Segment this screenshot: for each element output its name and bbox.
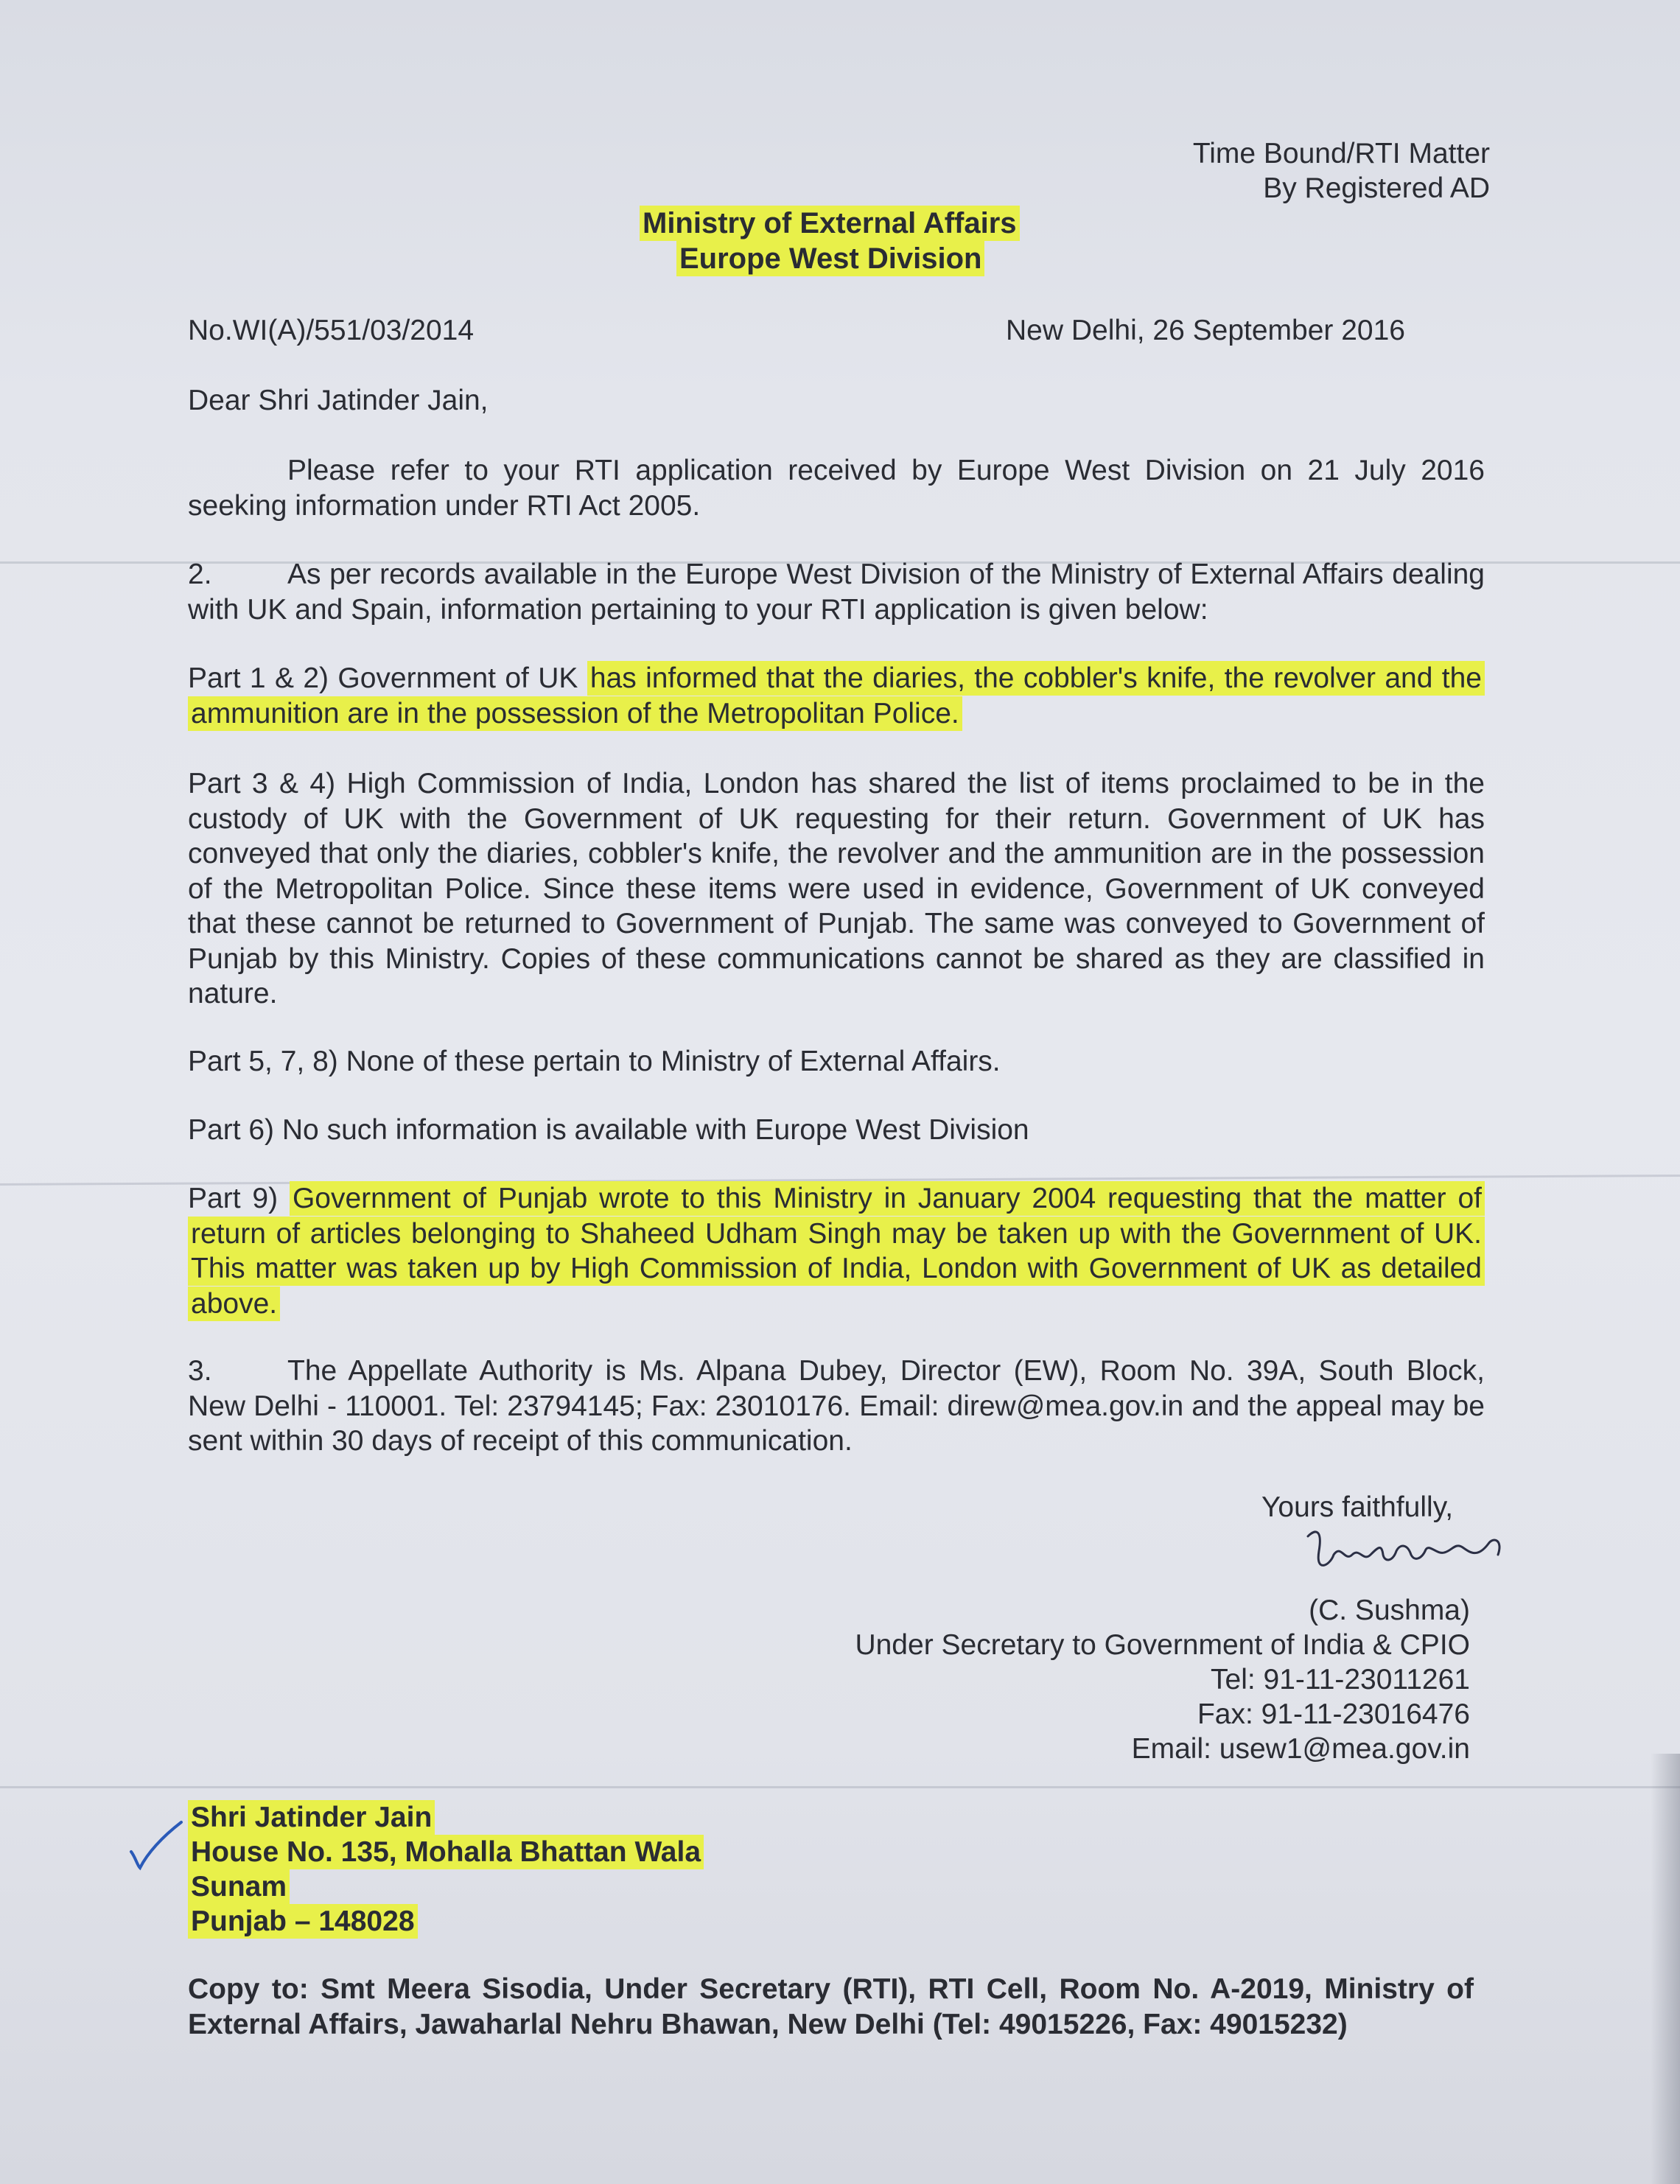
paragraph-3-number: 3. <box>188 1355 212 1387</box>
copy-to: Copy to: Smt Meera Sisodia, Under Secretary (RTI), RTI Cell, Room No. A-2019, Ministry of External Affairs, Jawaharlal Nehru Bhawan, New Delhi (Tel: 49015226, Fax: 49015232) <box>188 1973 1474 2040</box>
signature-image <box>1301 1522 1507 1581</box>
ministry-heading <box>640 206 1020 241</box>
division-heading <box>676 242 984 276</box>
salutation: Dear Shri Jatinder Jain, <box>188 385 489 416</box>
part-9 <box>188 1181 1485 1321</box>
part-1-2 <box>188 661 1485 731</box>
address-line-2 <box>188 1835 704 1869</box>
address-line-4 <box>188 1904 418 1939</box>
closing-yours-faithfully: Yours faithfully, <box>1261 1491 1454 1523</box>
place-date: New Delhi, 26 September 2016 <box>1006 315 1405 346</box>
paragraph-1: Please refer to your RTI application received by Europe West Division on 21 July 2016 seeking information under RTI Act 2005. <box>188 455 1485 522</box>
part-1-2-lead: Part 1 & 2) Government of UK <box>188 662 587 694</box>
part-9-highlight: Government of Punjab wrote to this Ministry in January 2004 requesting that the matter of return of articles belonging to Shaheed Udham Singh may be taken up with the Government of UK. This matter was taken up by High Commission of India, London with Government of UK as detailed above. <box>188 1181 1485 1321</box>
check-mark-icon <box>125 1816 184 1875</box>
signatory-name: (C. Sushma) <box>1309 1595 1470 1626</box>
part-3-4: Part 3 & 4) High Commission of India, London has shared the list of items proclaimed to be in the custody of UK with the Government of UK requesting for their return. Government of UK has conveyed that only the diaries, cobbler's knife, the revolver and the ammunition are in the possession of the Metropolitan Police. Since these items were used in evidence, Government of UK conveyed that these cannot be returned to Government of Punjab. The same was conveyed to Government of Punjab by this Ministry. Copies of these communications cannot be shared as they are classified in nature. <box>188 768 1485 1009</box>
paper-fold-line <box>0 1786 1680 1788</box>
paragraph-2-text: As per records available in the Europe West Division of the Ministry of External Affairs dealing with UK and Spain, information pertaining to your RTI application is given below: <box>188 559 1485 626</box>
division-heading-text: Europe West Division <box>676 241 984 276</box>
time-bound-label: Time Bound/RTI Matter <box>1192 138 1490 169</box>
address-line-3-text: Sunam <box>188 1869 290 1904</box>
registered-ad-label: By Registered AD <box>1263 172 1490 204</box>
paper-shadow <box>1651 1754 1680 2184</box>
signatory-fax: Fax: 91-11-23016476 <box>1197 1698 1470 1730</box>
part-1-2-highlight: has informed that the diaries, the cobbler's knife, the revolver and the ammunition are in the possession of the Metropolitan Police. <box>188 661 1485 731</box>
part-6: Part 6) No such information is available with Europe West Division <box>188 1114 1029 1146</box>
address-line-4-text: Punjab – 148028 <box>188 1904 418 1939</box>
address-line-3 <box>188 1869 290 1904</box>
part-9-lead: Part 9) <box>188 1183 290 1214</box>
paragraph-2-number: 2. <box>188 559 212 590</box>
part-5-7-8: Part 5, 7, 8) None of these pertain to Ministry of External Affairs. <box>188 1046 1001 1077</box>
address-line-1-text: Shri Jatinder Jain <box>188 1800 435 1835</box>
signatory-designation: Under Secretary to Government of India & CPIO <box>855 1629 1470 1661</box>
paragraph-3 <box>188 1354 1485 1459</box>
address-line-2-text: House No. 135, Mohalla Bhattan Wala <box>188 1835 704 1869</box>
signatory-tel: Tel: 91-11-23011261 <box>1211 1664 1470 1695</box>
address-line-1 <box>188 1800 435 1835</box>
paragraph-2 <box>188 557 1485 627</box>
signatory-email: Email: usew1@mea.gov.in <box>1131 1733 1470 1765</box>
ministry-heading-text: Ministry of External Affairs <box>640 206 1020 241</box>
reference-number: No.WI(A)/551/03/2014 <box>188 315 475 346</box>
paragraph-3-text: The Appellate Authority is Ms. Alpana Dubey, Director (EW), Room No. 39A, South Block, New Delhi - 110001. Tel: 23794145; Fax: 23010176. Email: direw@mea.gov.in and the appeal may be sent within 30 days of receipt of this communication. <box>188 1355 1485 1457</box>
